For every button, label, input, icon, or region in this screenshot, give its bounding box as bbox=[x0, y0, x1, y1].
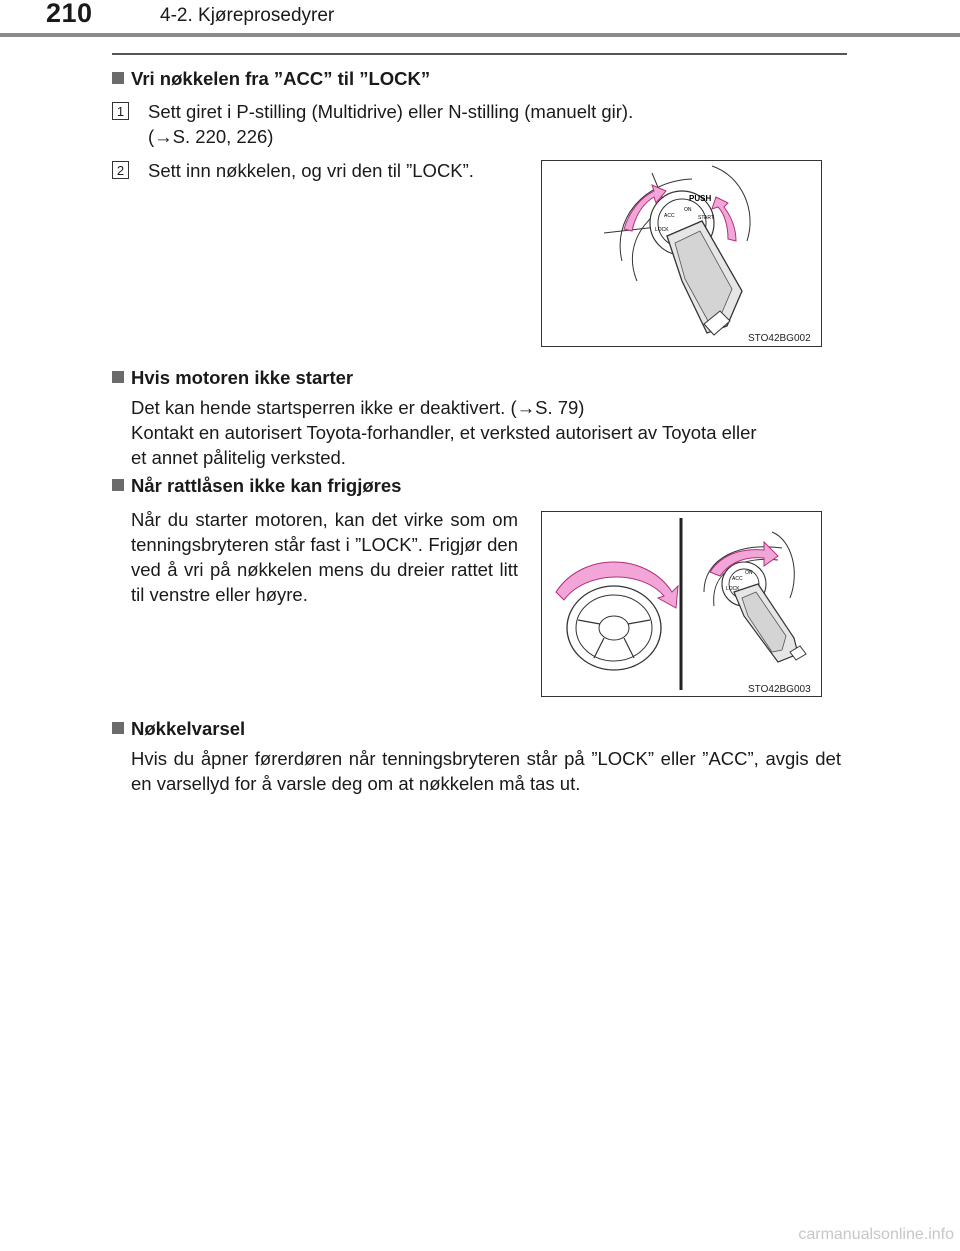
step-2-text: Sett inn nøkkelen, og vri den til ”LOCK”. bbox=[148, 160, 474, 181]
section-rule bbox=[112, 53, 847, 55]
bullet-square-icon bbox=[112, 72, 124, 84]
label-lock: LOCK bbox=[655, 227, 669, 233]
steering-wheel-key-illustration bbox=[542, 512, 820, 695]
label-acc: ACC bbox=[664, 213, 675, 219]
chapter-title: 4-2. Kjøreprosedyrer bbox=[160, 5, 335, 26]
turn-arrow-right-icon bbox=[712, 197, 736, 241]
watermark-text[interactable]: carmanualsonline.info bbox=[798, 1226, 954, 1243]
section-heading-engine-not-start: Hvis motoren ikke starter bbox=[112, 367, 353, 389]
step-1-text-line1: Sett giret i P-stilling (Multidrive) eller N-stilling (manuelt gir). bbox=[148, 101, 634, 122]
page-number: 210 bbox=[46, 0, 93, 28]
step-number-1: 1 bbox=[112, 102, 129, 120]
label-on: ON bbox=[684, 207, 692, 213]
section-3-paragraph: Når du starter motoren, kan det virke som om tenningsbryteren står fast i ”LOCK”. Frigjør den ved å vri på nøkkelen mens du dreier rattet litt til venstre eller høyre. bbox=[131, 509, 518, 605]
figure-code: STO42BG003 bbox=[748, 684, 811, 695]
figure-steering-key bbox=[541, 511, 822, 697]
section-2-line1: Det kan hende startsperren ikke er deaktivert. (→S. 79) bbox=[131, 397, 585, 418]
section-heading-acc-lock: Vri nøkkelen fra ”ACC” til ”LOCK” bbox=[112, 68, 430, 90]
bullet-square-icon bbox=[112, 371, 124, 383]
label-start: START bbox=[698, 215, 714, 221]
bullet-square-icon bbox=[112, 479, 124, 491]
section-heading-key-warning: Nøkkelvarsel bbox=[112, 718, 245, 740]
key-ignition-illustration bbox=[542, 161, 820, 345]
page-header bbox=[0, 0, 960, 40]
figure-key-turn bbox=[541, 160, 822, 347]
section-heading-steering-lock: Når rattlåsen ikke kan frigjøres bbox=[112, 475, 401, 497]
bullet-square-icon bbox=[112, 722, 124, 734]
section-2-line3: et annet pålitelig verksted. bbox=[131, 447, 346, 468]
section-4-paragraph: Hvis du åpner førerdøren når tenningsbryteren står på ”LOCK” eller ”ACC”, avgis det en varsellyd for å varsle deg om at nøkkelen må tas ut. bbox=[131, 748, 841, 794]
header-rule bbox=[0, 33, 960, 37]
label-acc: ACC bbox=[732, 576, 743, 582]
label-push: PUSH bbox=[689, 194, 712, 203]
figure-code: STO42BG002 bbox=[748, 333, 811, 344]
step-1-text-line2: (→S. 220, 226) bbox=[148, 126, 274, 147]
label-lock: LOCK bbox=[726, 586, 740, 592]
section-2-line2: Kontakt en autorisert Toyota-forhandler, et verksted autorisert av Toyota eller bbox=[131, 422, 757, 443]
step-number-2: 2 bbox=[112, 161, 129, 179]
label-on: ON bbox=[745, 570, 753, 576]
